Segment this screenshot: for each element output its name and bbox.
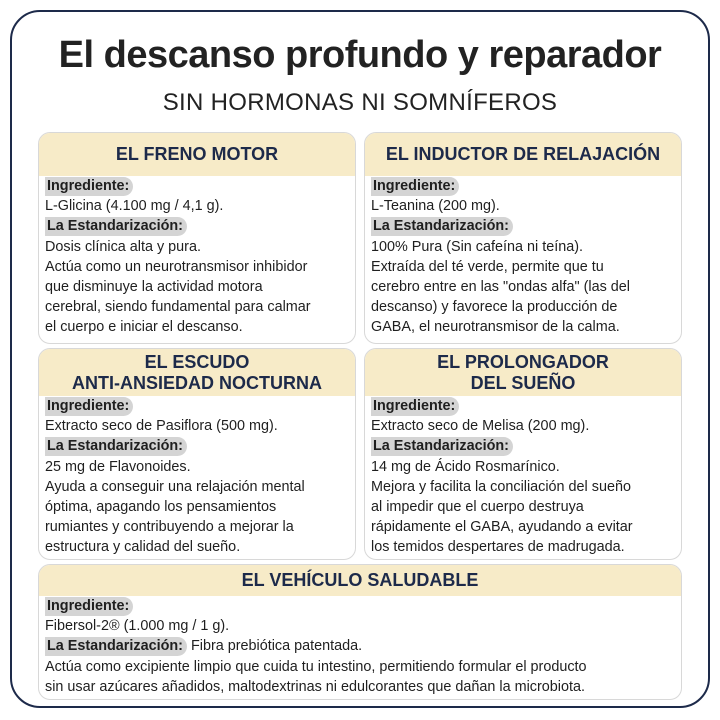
- card-title: EL VEHÍCULO SALUDABLE: [39, 565, 681, 596]
- ingredient-value: Extracto seco de Pasiflora (500 mg).: [45, 418, 278, 435]
- card-title: EL ESCUDO ANTI-ANSIEDAD NOCTURNA: [39, 349, 355, 396]
- standardization-value: 25 mg de Flavonoides.: [45, 458, 191, 475]
- standardization-label: La Estandarización:: [45, 637, 187, 656]
- ingredient-label: Ingrediente:: [45, 597, 133, 616]
- card-prolongador-sueno: [364, 348, 682, 560]
- ingredient-label: Ingrediente:: [45, 177, 133, 196]
- card-body: [39, 596, 681, 697]
- card-description: Mejora y facilita la conciliación del sueño al impedir que el cuerpo destruya rápidamente el GABA, ayudando a evitar los temidos despertares de madrugada.: [371, 478, 633, 556]
- card-freno-motor: [38, 132, 356, 344]
- standardization-label: La Estandarización:: [45, 437, 187, 456]
- card-body: [39, 176, 355, 338]
- standardization-label: La Estandarización:: [371, 217, 513, 236]
- card-description: Actúa como excipiente limpio que cuida tu intestino, permitiendo formular el producto sin usar azúcares añadidos, maltodextrinas ni edulcorantes que dañan la microbiota.: [45, 658, 587, 695]
- ingredient-value: L-Glicina (4.100 mg / 4,1 g).: [45, 198, 224, 215]
- card-vehiculo-saludable: [38, 564, 682, 700]
- card-title: EL INDUCTOR DE RELAJACIÓN: [365, 133, 681, 176]
- ingredient-value: Extracto seco de Melisa (200 mg).: [371, 418, 590, 435]
- card-body: [365, 396, 681, 558]
- standardization-row: [45, 636, 681, 656]
- page-subtitle: SIN HORMONAS NI SOMNÍFEROS: [162, 89, 558, 116]
- standardization-label: La Estandarización:: [371, 437, 513, 456]
- ingredient-label: Ingrediente:: [45, 397, 133, 416]
- ingredient-label: Ingrediente:: [371, 177, 459, 196]
- card-description: Actúa como un neurotransmisor inhibidor que disminuye la actividad motora cerebral, siendo fundamental para calmar el cuerpo e iniciar el descanso.: [45, 258, 311, 336]
- standardization-label: La Estandarización:: [45, 217, 187, 236]
- ingredient-value: L-Teanina (200 mg).: [371, 198, 500, 215]
- card-title: EL PROLONGADOR DEL SUEÑO: [365, 349, 681, 396]
- page-title: El descanso profundo y reparador: [58, 34, 662, 76]
- standardization-value: 100% Pura (Sin cafeína ni teína).: [371, 238, 583, 255]
- ingredient-value: Fibersol-2® (1.000 mg / 1 g).: [45, 618, 230, 635]
- card-escudo-anti-ansiedad: [38, 348, 356, 560]
- card-inductor-relajacion: [364, 132, 682, 344]
- card-body: [39, 396, 355, 558]
- standardization-value: Fibra prebiótica patentada.: [190, 638, 363, 655]
- card-description: Extraída del té verde, permite que tu cerebro entre en las "ondas alfa" (las del descanso) y favorece la producción de GABA, el neurotransmisor de la calma.: [371, 258, 631, 336]
- card-title: EL FRENO MOTOR: [39, 133, 355, 176]
- standardization-value: Dosis clínica alta y pura.: [45, 238, 201, 255]
- ingredient-label: Ingrediente:: [371, 397, 459, 416]
- standardization-value: 14 mg de Ácido Rosmarínico.: [371, 458, 560, 475]
- card-body: [365, 176, 681, 338]
- card-description: Ayuda a conseguir una relajación mental óptima, apagando los pensamientos rumiantes y contribuyendo a mejorar la estructura y calidad del sueño.: [45, 478, 305, 556]
